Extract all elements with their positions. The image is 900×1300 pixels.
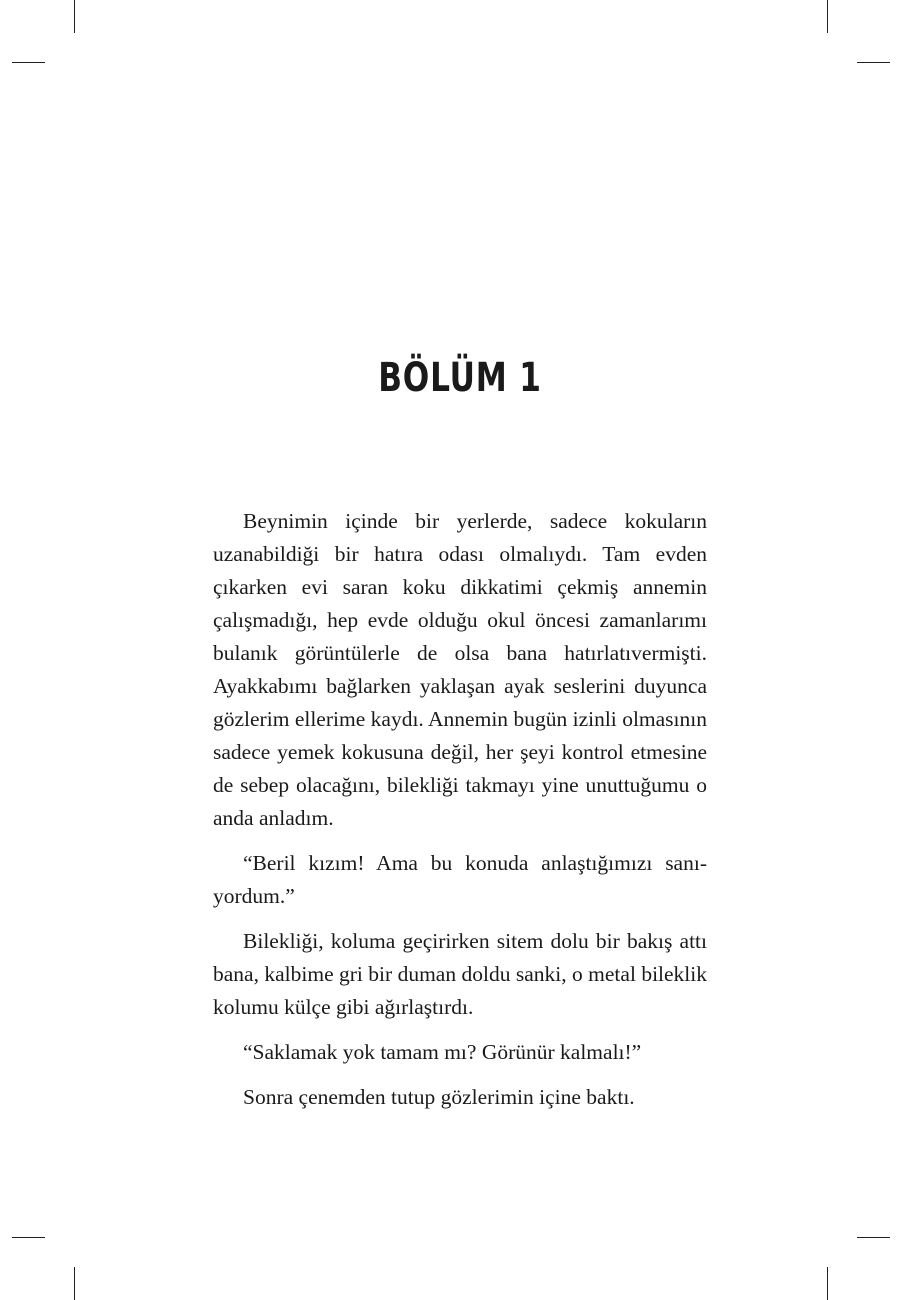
crop-mark-top-left-horizontal xyxy=(12,62,45,63)
crop-mark-bottom-left-vertical xyxy=(74,1267,75,1300)
paragraph: “Saklamak yok tamam mı? Görünür kalmalı!” xyxy=(243,1040,642,1064)
paragraph: “Beril kızım! Ama bu konuda anlaştığımızı sanıyordum.” xyxy=(213,851,707,908)
chapter-title: BÖLÜM 1 xyxy=(378,354,542,401)
crop-mark-bottom-right-horizontal xyxy=(857,1237,890,1238)
paragraph: Beynimin içinde bir yerlerde, sadece kokuların uzanabildiği bir hatıra odası olmalıydı. Tam evden çıkarken evi saran koku dikkatimi çekmiş annemin çalışmadığı, hep evde olduğu okul öncesi zamanlarımı bulanık görüntülerle de olsa bana hatırlatıvermişti. Ayakkabımı bağlarken yaklaşan ayak seslerini duyunca gözlerim ellerime kaydı. Annemin bugün izinli olmasının sadece yemek kokusuna değil, her şeyi kontrol etmesine de sebep olacağını, bilekliği takmayı yine unuttuğumu o anda anladım. xyxy=(213,509,707,830)
chapter-body xyxy=(213,505,707,1126)
paragraph: Bilekliği, koluma geçirirken sitem dolu bir bakış attı bana, kalbime gri bir duman doldu sanki, o metal bileklik kolumu külçe gibi ağırlaştırdı. xyxy=(213,929,707,1019)
crop-mark-bottom-right-vertical xyxy=(827,1267,828,1300)
crop-mark-top-left-vertical xyxy=(74,0,75,33)
paragraph: Sonra çenemden tutup gözlerimin içine baktı. xyxy=(243,1085,635,1109)
crop-mark-top-right-horizontal xyxy=(857,62,890,63)
crop-mark-top-right-vertical xyxy=(827,0,828,33)
crop-mark-bottom-left-horizontal xyxy=(12,1237,45,1238)
